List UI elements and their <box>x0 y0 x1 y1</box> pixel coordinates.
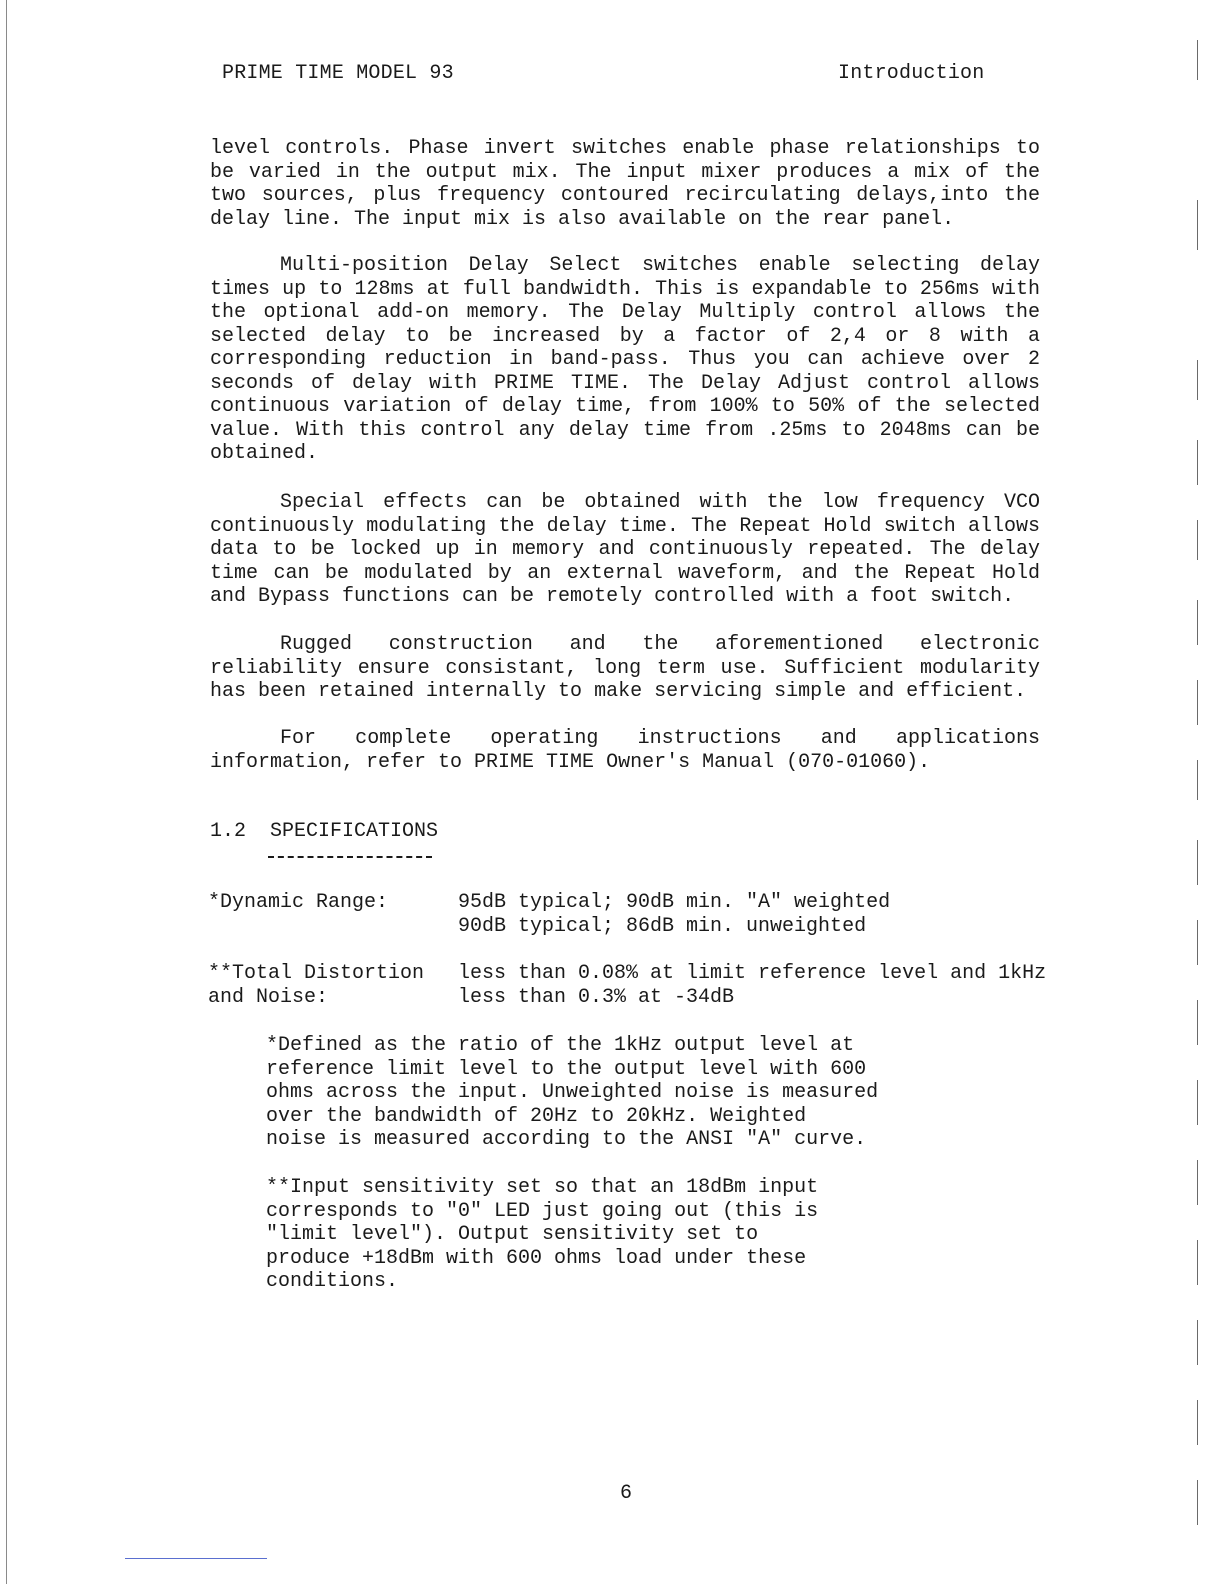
note-line: reference limit level to the output level with 600 <box>266 1057 867 1081</box>
note-line: over the bandwidth of 20Hz to 20kHz. Weighted <box>266 1104 807 1128</box>
spec-value-line: 95dB typical; 90dB min. "A" weighted <box>458 891 891 914</box>
scan-edge-line <box>6 0 7 1584</box>
binding-edge-marks <box>1176 40 1206 1540</box>
note-line: *Defined as the ratio of the 1kHz output level at <box>266 1034 855 1057</box>
spec-label-line: and Noise: <box>208 986 329 1009</box>
edge-mark <box>1197 1240 1198 1285</box>
spec-value-line: 90dB typical; 86dB min. unweighted <box>458 915 867 938</box>
edge-mark <box>1197 1480 1198 1525</box>
paragraph-4: Rugged construction and the aforementioned electronic reliability ensure consistant, long term use. Sufficient modularity has been retained internally to make servicing simple and efficient. <box>210 633 1040 703</box>
edge-mark <box>1197 40 1198 80</box>
edge-mark <box>1197 1080 1198 1125</box>
note-line: conditions. <box>266 1270 399 1293</box>
edge-mark <box>1197 360 1198 400</box>
edge-mark <box>1197 1000 1198 1045</box>
edge-mark <box>1197 1320 1198 1365</box>
spec-label-distortion <box>208 962 424 1010</box>
footer-rule <box>125 1558 267 1559</box>
edge-mark <box>1197 920 1198 965</box>
running-header-title: PRIME TIME MODEL 93 <box>222 62 454 85</box>
note-line: **Input sensitivity set so that an 18dBm input <box>266 1176 819 1199</box>
paragraph-2: Multi-position Delay Select switches enable selecting delay times up to 128ms at full bandwidth. This is expandable to 256ms with the optional add-on memory. The Delay Multiply control allows the selected delay to be increased by a factor of 2,4 or 8 with a corresponding reduction in band-pass. Thus you can achieve over 2 seconds of delay with PRIME TIME. The Delay Adjust control allows continuous variation of delay time, from 100% to 50% of the selected value. With this control any delay time from .25ms to 2048ms can be obtained. <box>210 254 1040 465</box>
footnote-dynamic-range <box>266 1034 906 1152</box>
paragraph-1: level controls. Phase invert switches enable phase relationships to be varied in the output mix. The input mixer produces a mix of the two sources, plus frequency contoured recirculating delays,into the delay line. The input mix is also available on the rear panel. <box>210 137 1040 231</box>
footnote-distortion <box>266 1176 906 1294</box>
note-line: corresponds to "0" LED just going out (this is <box>266 1199 819 1223</box>
edge-mark <box>1197 200 1198 250</box>
note-line: ohms across the input. Unweighted noise is measured <box>266 1081 879 1104</box>
note-line: produce +18dBm with 600 ohms load under these <box>266 1246 807 1270</box>
section-heading: 1.2 SPECIFICATIONS <box>210 820 439 843</box>
edge-mark <box>1197 1160 1198 1205</box>
edge-mark <box>1197 840 1198 885</box>
spec-value-line: less than 0.08% at limit reference level and 1kHz <box>458 962 1047 985</box>
edge-mark <box>1197 760 1198 800</box>
spec-value-dynamic-range <box>458 891 890 939</box>
paragraph-5: For complete operating instructions and applications information, refer to PRIME TIME Owner's Manual (070-01060). <box>210 727 1040 774</box>
edge-mark <box>1197 680 1198 725</box>
note-line: "limit level"). Output sensitivity set to <box>266 1223 759 1246</box>
edge-mark <box>1197 440 1198 485</box>
spec-label-line: **Total Distortion <box>208 962 425 985</box>
page-number: 6 <box>620 1482 633 1505</box>
edge-mark <box>1197 520 1198 560</box>
edge-mark <box>1197 1400 1198 1445</box>
section-heading-underline <box>268 856 432 858</box>
running-header-section: Introduction <box>838 62 985 85</box>
paragraph-3: Special effects can be obtained with the low frequency VCO continuously modulating the delay time. The Repeat Hold switch allows data to be locked up in memory and continuously repeated. The delay time can be modulated by an external waveform, and the Repeat Hold and Bypass functions can be remotely controlled with a foot switch. <box>210 491 1040 608</box>
spec-label-line: *Dynamic Range: <box>208 891 389 914</box>
note-line: noise is measured according to the ANSI "A" curve. <box>266 1128 867 1151</box>
spec-value-line: less than 0.3% at -34dB <box>458 986 735 1009</box>
spec-label-dynamic-range <box>208 891 388 915</box>
edge-mark <box>1197 600 1198 645</box>
spec-value-distortion <box>458 962 1046 1010</box>
